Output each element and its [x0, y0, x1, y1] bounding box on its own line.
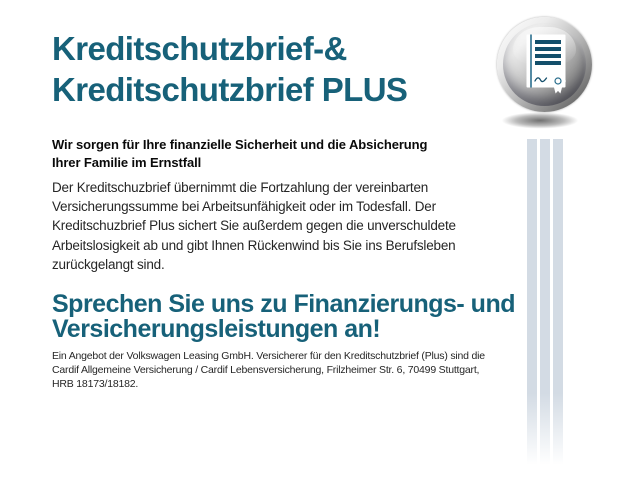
rosette-seal	[550, 73, 566, 93]
subheading	[52, 136, 427, 172]
legal-line-1: Ein Angebot der Volkswagen Leasing GmbH. Versicherer für den Kreditschutzbrief (Plus) sind die	[52, 350, 485, 362]
certificate-badge	[497, 17, 592, 112]
page-title-line-2: Kreditschutzbrief PLUS	[52, 71, 408, 108]
legal-text	[52, 349, 485, 391]
body-line-5: zurückgelangt sind.	[52, 256, 165, 272]
body-line-4: Arbeitslosigkeit ab und gibt Ihnen Rückenwind bis Sie ins Berufsleben	[52, 237, 456, 253]
cta-line-2: Versicherungsleistungen an!	[52, 315, 381, 343]
body-line-1: Der Kreditschuzbrief übernimmt die Fortzahlung der vereinbarten	[52, 180, 429, 195]
subheading-line-2: Ihrer Familie im Ernstfall	[52, 155, 202, 170]
body-paragraph	[52, 178, 456, 274]
legal-line-3: HRB 18173/18182.	[52, 378, 139, 390]
body-line-2: Versicherungssumme bei Arbeitsunfähigkeit oder im Todesfall. Der	[52, 199, 436, 215]
stripe	[553, 139, 563, 465]
page-title-line-1: Kreditschutzbrief-&	[52, 30, 347, 67]
subheading-line-1: Wir sorgen für Ihre finanzielle Sicherheit und die Absicherung	[52, 137, 428, 152]
legal-line-2: Cardif Allgemeine Versicherung / Cardif Lebensversicherung, Frilzheimer Str. 6, 70499 Stuttgart,	[52, 364, 480, 376]
cta-heading	[52, 292, 515, 342]
badge-inner-circle	[503, 23, 586, 106]
stripe	[527, 139, 537, 465]
page-title	[52, 28, 407, 110]
badge-drop-shadow	[491, 110, 589, 131]
cta-line-1: Sprechen Sie uns zu Finanzierungs- und	[52, 290, 515, 318]
body-line-3: Kreditschuzbrief Plus sichert Sie außerdem gegen die unverschuldete	[52, 218, 456, 234]
certificate-seal-icon	[513, 31, 577, 95]
decorative-stripes	[527, 139, 563, 465]
stripe	[540, 139, 550, 465]
